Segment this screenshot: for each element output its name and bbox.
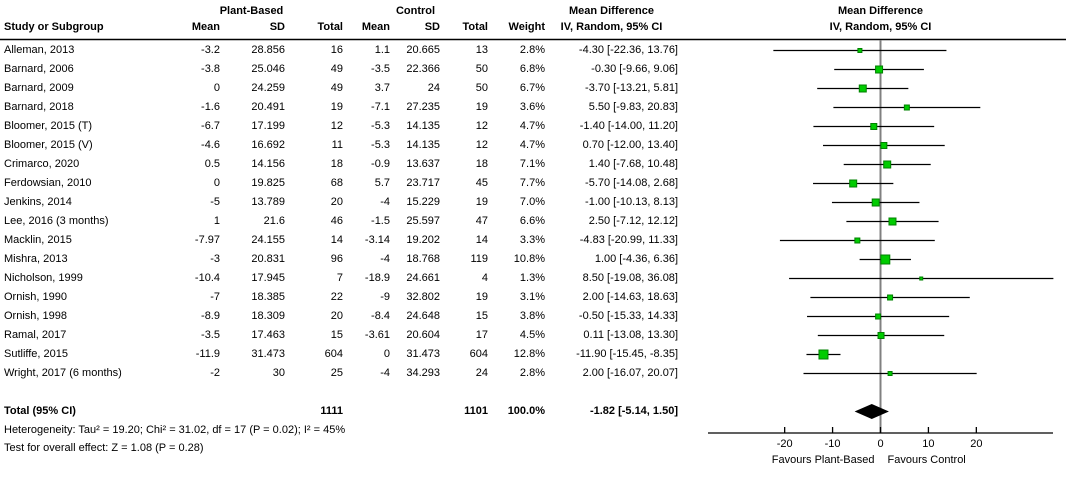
group-header-row	[0, 3, 678, 19]
axis-tick-label: 10	[922, 438, 935, 450]
pb-mean-cell: -4.6	[201, 139, 220, 151]
group-header-control: Control	[395, 5, 436, 17]
pb-total-cell: 49	[330, 82, 343, 94]
weight-cell: 2.8%	[519, 367, 545, 379]
pb-mean-cell: -5	[210, 196, 220, 208]
ci-text-cell: 1.00 [-4.36, 6.36]	[594, 253, 678, 265]
ctrl-mean-cell: -8.4	[371, 310, 390, 322]
ctrl-total-cell: 50	[475, 63, 488, 75]
plot-header-line2: IV, Random, 95% CI	[829, 21, 932, 33]
pb-total-cell: 19	[330, 101, 343, 113]
axis-tick-label: 0	[877, 438, 884, 450]
axis-tick-label: -10	[824, 438, 841, 450]
study-label: Bloomer, 2015 (T)	[4, 120, 93, 132]
study-column-header: Study or Subgroup	[4, 21, 104, 33]
pb-mean-header: Mean	[191, 21, 220, 33]
table-header	[0, 3, 678, 36]
pb-sd-cell: 19.825	[251, 177, 285, 189]
ci-text-cell: 2.00 [-16.07, 20.07]	[582, 367, 678, 379]
pb-sd-cell: 30	[272, 367, 285, 379]
ctrl-total-cell: 13	[475, 44, 488, 56]
pb-mean-cell: -7	[210, 291, 220, 303]
study-label: Nicholson, 1999	[4, 272, 83, 284]
ctrl-sd-cell: 13.637	[406, 158, 440, 170]
ctrl-mean-cell: -7.1	[371, 101, 390, 113]
study-table-body	[0, 41, 678, 383]
ci-text-cell: -4.30 [-22.36, 13.76]	[578, 44, 678, 56]
pb-sd-cell: 17.463	[251, 329, 285, 341]
pb-total-cell: 14	[330, 234, 343, 246]
ctrl-total-cell: 47	[475, 215, 488, 227]
weight-cell: 7.0%	[519, 196, 545, 208]
ctrl-sd-cell: 18.768	[406, 253, 440, 265]
table-row	[0, 364, 678, 383]
ci-text-cell: 0.11 [-13.08, 13.30]	[583, 329, 678, 341]
pb-total-header: Total	[317, 21, 343, 33]
ctrl-sd-cell: 34.293	[406, 367, 440, 379]
pb-mean-cell: -1.6	[201, 101, 220, 113]
effect-marker	[904, 105, 909, 110]
effect-marker	[850, 180, 857, 187]
ctrl-total-cell: 15	[475, 310, 488, 322]
study-label: Jenkins, 2014	[4, 196, 72, 208]
ctrl-mean-cell: -1.5	[371, 215, 390, 227]
total-weight: 100.0%	[507, 405, 545, 417]
pb-mean-cell: 0	[213, 177, 220, 189]
pb-total-cell: 604	[324, 348, 343, 360]
pb-total-cell: 11	[331, 139, 343, 151]
pb-mean-cell: 1	[213, 215, 220, 227]
study-label: Barnard, 2009	[4, 82, 74, 94]
pb-mean-cell: -11.9	[195, 348, 220, 360]
overall-effect-text: Test for overall effect: Z = 1.08 (P = 0.28)	[4, 442, 204, 454]
pb-sd-cell: 20.831	[251, 253, 285, 265]
pb-sd-cell: 17.199	[251, 120, 285, 132]
md-column-header-line2: IV, Random, 95% CI	[560, 21, 663, 33]
weight-cell: 4.7%	[519, 120, 545, 132]
study-label: Barnard, 2006	[4, 63, 74, 75]
pb-total-cell: 22	[330, 291, 343, 303]
ctrl-sd-cell: 24	[427, 82, 440, 94]
pb-total-cell: 18	[330, 158, 343, 170]
ctrl-sd-cell: 14.135	[406, 120, 440, 132]
effect-marker	[888, 372, 892, 376]
weight-cell: 3.3%	[519, 234, 545, 246]
axis-tick-label: -20	[776, 438, 793, 450]
effect-marker	[859, 85, 866, 92]
effect-marker	[920, 277, 923, 280]
study-label: Ornish, 1990	[4, 291, 67, 303]
study-label: Macklin, 2015	[4, 234, 72, 246]
ctrl-sd-cell: 32.802	[406, 291, 440, 303]
ctrl-mean-cell: 3.7	[374, 82, 390, 94]
effect-marker	[819, 350, 828, 359]
ctrl-mean-cell: -4	[380, 196, 390, 208]
ci-text-cell: 0.70 [-12.00, 13.40]	[582, 139, 678, 151]
table-row	[0, 117, 678, 136]
ctrl-total-cell: 14	[475, 234, 488, 246]
pb-sd-cell: 16.692	[251, 139, 285, 151]
table-row	[0, 155, 678, 174]
weight-cell: 10.8%	[513, 253, 545, 265]
table-row	[0, 193, 678, 212]
weight-cell: 2.8%	[519, 44, 545, 56]
heterogeneity-text: Heterogeneity: Tau² = 19.20; Chi² = 31.02, df = 17 (P = 0.02); I² = 45%	[4, 424, 346, 436]
table-row	[0, 288, 678, 307]
group-header-plant-based: Plant-Based	[219, 5, 284, 17]
study-label: Bloomer, 2015 (V)	[4, 139, 93, 151]
total-label: Total (95% CI)	[4, 405, 76, 417]
pb-mean-cell: 0	[213, 82, 220, 94]
ctrl-mean-cell: 0	[383, 348, 390, 360]
pb-total-cell: 20	[330, 196, 343, 208]
weight-cell: 6.8%	[519, 63, 545, 75]
pb-sd-cell: 31.473	[251, 348, 285, 360]
pb-total-cell: 20	[330, 310, 343, 322]
weight-cell: 6.6%	[519, 215, 545, 227]
pb-mean-cell: -8.9	[201, 310, 220, 322]
favours-right-label: Favours Control	[887, 454, 966, 466]
empty-cell	[343, 402, 390, 421]
total-ci-text: -1.82 [-5.14, 1.50]	[589, 405, 678, 417]
pb-sd-cell: 20.491	[251, 101, 285, 113]
ctrl-mean-cell: -0.9	[371, 158, 390, 170]
pb-mean-cell: -6.7	[201, 120, 220, 132]
total-ctrl-n: 1101	[464, 405, 488, 417]
ctrl-sd-cell: 15.229	[406, 196, 440, 208]
ci-text-cell: -1.40 [-14.00, 11.20]	[579, 120, 678, 132]
ctrl-sd-cell: 24.648	[406, 310, 440, 322]
ci-text-cell: 5.50 [-9.83, 20.83]	[588, 101, 678, 113]
ctrl-sd-cell: 14.135	[406, 139, 440, 151]
weight-cell: 3.8%	[519, 310, 545, 322]
column-header-row	[0, 19, 678, 36]
pb-mean-cell: -3.2	[201, 44, 220, 56]
weight-cell: 7.7%	[519, 177, 545, 189]
pb-mean-cell: -10.4	[194, 272, 220, 284]
table-row	[0, 79, 678, 98]
ctrl-total-cell: 12	[475, 139, 488, 151]
weight-cell: 3.1%	[519, 291, 545, 303]
total-pb-n: 1111	[320, 405, 343, 417]
ctrl-sd-header: SD	[424, 21, 440, 33]
pb-total-cell: 25	[330, 367, 343, 379]
weight-cell: 6.7%	[519, 82, 545, 94]
ctrl-total-cell: 17	[475, 329, 488, 341]
table-row	[0, 345, 678, 364]
pb-total-cell: 15	[330, 329, 343, 341]
ctrl-sd-cell: 24.661	[406, 272, 440, 284]
weight-cell: 1.3%	[519, 272, 545, 284]
effect-marker	[884, 161, 891, 168]
table-row	[0, 250, 678, 269]
effect-marker	[872, 199, 879, 206]
ctrl-mean-header: Mean	[361, 21, 390, 33]
ctrl-sd-cell: 22.366	[406, 63, 440, 75]
ctrl-sd-cell: 23.717	[406, 177, 440, 189]
pb-sd-cell: 25.046	[251, 63, 285, 75]
pb-total-cell: 16	[330, 44, 343, 56]
ci-text-cell: -5.70 [-14.08, 2.68]	[585, 177, 678, 189]
ctrl-total-cell: 119	[470, 253, 488, 265]
weight-cell: 7.1%	[519, 158, 545, 170]
ctrl-mean-cell: -4	[380, 253, 390, 265]
effect-marker	[858, 49, 862, 53]
pb-total-cell: 68	[330, 177, 343, 189]
table-row	[0, 60, 678, 79]
ctrl-total-cell: 50	[475, 82, 488, 94]
effect-marker	[876, 66, 883, 73]
table-row	[0, 269, 678, 288]
ctrl-total-cell: 19	[475, 196, 488, 208]
ci-text-cell: 2.50 [-7.12, 12.12]	[588, 215, 678, 227]
plot-header-line1: Mean Difference	[838, 5, 923, 17]
empty-cell	[390, 402, 440, 421]
ci-text-cell: -0.50 [-15.33, 14.33]	[578, 310, 678, 322]
spacer	[4, 3, 160, 19]
pb-sd-cell: 24.259	[251, 82, 285, 94]
weight-header: Weight	[508, 21, 545, 33]
ctrl-total-cell: 19	[475, 101, 488, 113]
effect-marker	[889, 218, 896, 225]
pb-sd-cell: 14.156	[251, 158, 285, 170]
table-row	[0, 231, 678, 250]
study-label: Mishra, 2013	[4, 253, 68, 265]
study-label: Ramal, 2017	[4, 329, 67, 341]
ctrl-sd-cell: 19.202	[406, 234, 440, 246]
weight-cell: 4.5%	[519, 329, 545, 341]
ctrl-total-cell: 18	[475, 158, 488, 170]
ctrl-total-cell: 19	[475, 291, 488, 303]
ci-text-cell: -3.70 [-13.21, 5.81]	[585, 82, 678, 94]
pb-mean-cell: -3.8	[201, 63, 220, 75]
pb-sd-cell: 17.945	[251, 272, 285, 284]
ci-text-cell: 8.50 [-19.08, 36.08]	[582, 272, 678, 284]
ctrl-mean-cell: 5.7	[374, 177, 390, 189]
ci-text-cell: -11.90 [-15.45, -8.35]	[576, 348, 678, 360]
summary-diamond	[856, 405, 888, 419]
spacer	[488, 3, 545, 19]
table-row	[0, 326, 678, 345]
study-label: Lee, 2016 (3 months)	[4, 215, 109, 227]
ctrl-sd-cell: 20.604	[406, 329, 440, 341]
table-row	[0, 307, 678, 326]
pb-sd-cell: 21.6	[263, 215, 285, 227]
ctrl-sd-cell: 25.597	[406, 215, 440, 227]
pb-total-cell: 46	[330, 215, 343, 227]
ctrl-mean-cell: -9	[380, 291, 390, 303]
pb-sd-cell: 13.789	[251, 196, 285, 208]
pb-mean-cell: -2	[210, 367, 220, 379]
empty-cell	[160, 402, 220, 421]
pb-sd-header: SD	[269, 21, 285, 33]
ctrl-total-cell: 604	[469, 348, 488, 360]
total-row	[0, 402, 678, 421]
pb-mean-cell: -7.97	[194, 234, 220, 246]
pb-total-cell: 7	[336, 272, 343, 284]
pb-sd-cell: 18.309	[251, 310, 285, 322]
ctrl-mean-cell: -18.9	[364, 272, 390, 284]
pb-mean-cell: 0.5	[204, 158, 220, 170]
ctrl-sd-cell: 31.473	[406, 348, 440, 360]
study-label: Ornish, 1998	[4, 310, 67, 322]
empty-cell	[220, 402, 285, 421]
effect-marker	[881, 255, 890, 264]
ctrl-mean-cell: -3.5	[371, 63, 390, 75]
ci-text-cell: 1.40 [-7.68, 10.48]	[588, 158, 678, 170]
pb-mean-cell: -3	[210, 253, 220, 265]
ci-text-cell: -0.30 [-9.66, 9.06]	[591, 63, 678, 75]
ci-text-cell: -1.00 [-10.13, 8.13]	[585, 196, 678, 208]
effect-marker	[876, 314, 881, 319]
ctrl-total-cell: 12	[475, 120, 488, 132]
pb-sd-cell: 18.385	[251, 291, 285, 303]
favours-left-label: Favours Plant-Based	[771, 454, 875, 466]
ctrl-total-cell: 24	[475, 367, 488, 379]
ctrl-total-cell: 45	[475, 177, 488, 189]
table-row	[0, 98, 678, 117]
ctrl-total-header: Total	[462, 21, 488, 33]
study-label: Ferdowsian, 2010	[4, 177, 92, 189]
weight-cell: 12.8%	[513, 348, 545, 360]
study-label: Alleman, 2013	[4, 44, 75, 56]
ctrl-mean-cell: -3.61	[364, 329, 390, 341]
pb-mean-cell: -3.5	[201, 329, 220, 341]
effect-marker	[888, 295, 893, 300]
study-label: Barnard, 2018	[4, 101, 74, 113]
weight-cell: 3.6%	[519, 101, 545, 113]
effect-marker	[881, 143, 887, 149]
ctrl-sd-cell: 20.665	[406, 44, 440, 56]
ctrl-mean-cell: -5.3	[371, 120, 390, 132]
pb-total-cell: 12	[330, 120, 343, 132]
table-row	[0, 41, 678, 60]
effect-marker	[855, 238, 860, 243]
table-row	[0, 174, 678, 193]
study-label: Crimarco, 2020	[4, 158, 80, 170]
ctrl-mean-cell: -3.14	[364, 234, 390, 246]
ctrl-mean-cell: -4	[380, 367, 390, 379]
ctrl-mean-cell: -5.3	[371, 139, 390, 151]
pb-sd-cell: 28.856	[251, 44, 285, 56]
ctrl-mean-cell: 1.1	[374, 44, 390, 56]
study-label: Wright, 2017 (6 months)	[4, 367, 122, 379]
axis-tick-label: 20	[970, 438, 983, 450]
ctrl-total-cell: 4	[481, 272, 488, 284]
plot-header	[708, 3, 1053, 35]
ci-text-cell: 2.00 [-14.63, 18.63]	[582, 291, 678, 303]
ctrl-sd-cell: 27.235	[406, 101, 440, 113]
table-row	[0, 136, 678, 155]
pb-total-cell: 49	[330, 63, 343, 75]
study-label: Sutliffe, 2015	[4, 348, 69, 360]
pb-total-cell: 96	[330, 253, 343, 265]
table-row	[0, 212, 678, 231]
md-column-header-line1: Mean Difference	[569, 5, 654, 17]
effect-marker	[871, 124, 877, 130]
ci-text-cell: -4.83 [-20.99, 11.33]	[579, 234, 678, 246]
weight-cell: 4.7%	[519, 139, 545, 151]
effect-marker	[878, 333, 884, 339]
pb-sd-cell: 24.155	[251, 234, 285, 246]
